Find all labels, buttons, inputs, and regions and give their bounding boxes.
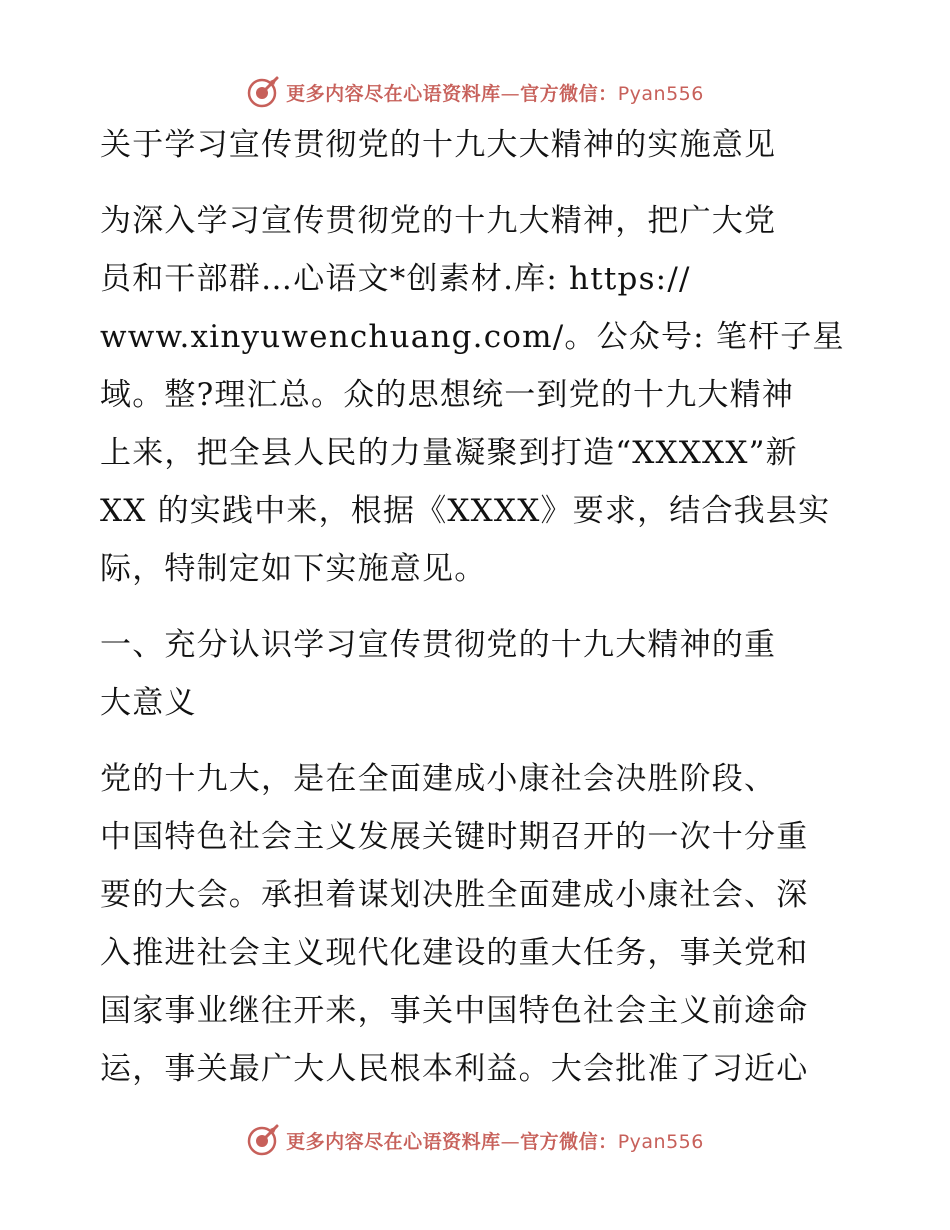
- watermark-wechat-label: 官方微信：: [520, 82, 618, 105]
- watermark-wechat-label: 官方微信：: [520, 1130, 618, 1153]
- watermark-text: [286, 79, 704, 106]
- watermark-wechat-id: Pyan556: [617, 1130, 704, 1153]
- intro-line: 际，特制定如下实施意见。: [100, 551, 487, 587]
- watermark-brand: 更多内容尽在心语资料库: [286, 1130, 501, 1153]
- intro-line: www.xinyuwenchuang.com/。公众号: 笔杆子星: [100, 319, 845, 355]
- body-line: 入推进社会主义现代化建设的重大任务，事关党和: [100, 935, 809, 971]
- body-line: 要的大会。承担着谋划决胜全面建成小康社会、深: [100, 877, 809, 913]
- quill-logo-icon: [246, 75, 280, 109]
- quill-logo-icon: [246, 1123, 280, 1157]
- watermark-banner-top: [0, 70, 950, 114]
- intro-line: 域。整?理汇总。众的思想统一到党的十九大精神: [100, 377, 795, 413]
- body-line: 中国特色社会主义发展关键时期召开的一次十分重: [100, 819, 809, 855]
- watermark-text: [286, 1127, 704, 1154]
- body-line: 党的十九大，是在全面建成小康社会决胜阶段、: [100, 761, 777, 797]
- watermark-wechat-id: Pyan556: [617, 82, 704, 105]
- watermark-brand: 更多内容尽在心语资料库: [286, 82, 501, 105]
- body-line: 国家事业继往开来，事关中国特色社会主义前途命: [100, 993, 809, 1029]
- body-line: 运，事关最广大人民根本利益。大会批准了习近心: [100, 1051, 809, 1087]
- section-heading-line: 一、充分认识学习宣传贯彻党的十九大精神的重: [100, 627, 777, 663]
- watermark-separator: —: [500, 1130, 521, 1153]
- intro-line: 员和干部群…心语文*创素材.库: https://: [100, 261, 691, 297]
- section-heading-line: 大意义: [100, 685, 197, 721]
- intro-line: XX 的实践中来，根据《XXXX》要求，结合我县实: [100, 493, 831, 529]
- intro-line: 上来，把全县人民的力量凝聚到打造“XXXXX”新: [100, 435, 798, 471]
- watermark-banner-bottom: [0, 1118, 950, 1162]
- document-title: 关于学习宣传贯彻党的十九大大精神的实施意见: [100, 127, 777, 163]
- watermark-separator: —: [500, 82, 521, 105]
- intro-line: 为深入学习宣传贯彻党的十九大精神，把广大党: [100, 203, 777, 239]
